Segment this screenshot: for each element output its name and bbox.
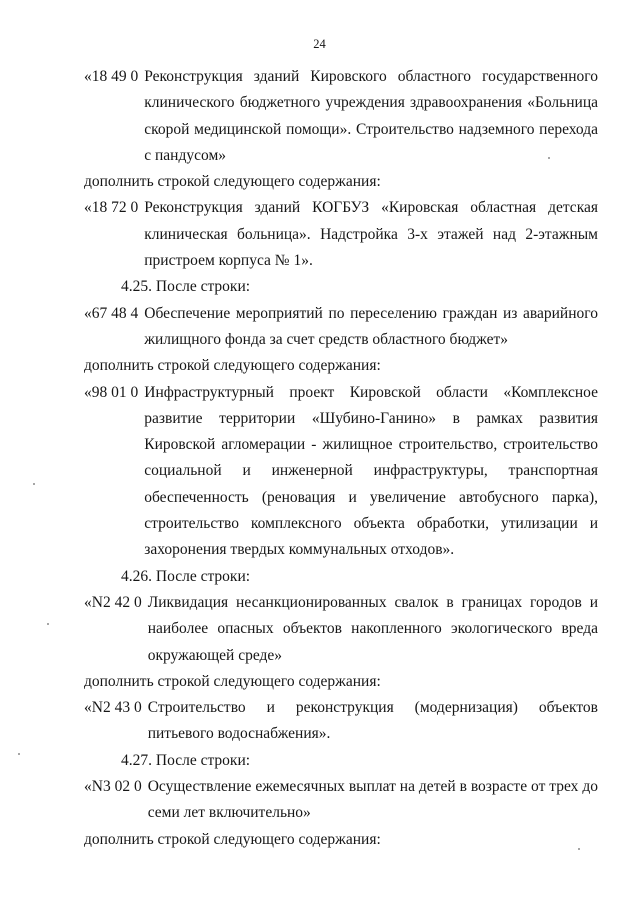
budget-code: «67 48 4 — [84, 304, 139, 322]
budget-code: «18 72 0 — [84, 199, 139, 217]
instruction-text: дополнить строкой следующего содержания: — [84, 173, 381, 191]
scan-speck — [47, 623, 49, 625]
instruction-text: дополнить строкой следующего содержания: — [84, 357, 381, 375]
budget-line-description: Осуществление ежемесячных выплат на детей в возрасте от трех до семи лет включительно» — [147, 778, 598, 822]
budget-line-entry — [84, 695, 598, 748]
instruction-text: дополнить строкой следующего содержания: — [84, 830, 381, 848]
page-number: 24 — [313, 37, 326, 51]
scan-speck — [33, 483, 35, 485]
budget-line-entry — [84, 301, 598, 354]
budget-code: «98 01 0 — [84, 383, 139, 401]
budget-line-description: Строительство и реконструкция (модернизация) объектов питьевого водоснабжения». — [147, 699, 598, 743]
budget-line-description: Реконструкция зданий КОГБУЗ «Кировская областная детская клиническая больница». Надстройка 3-х этажей над 2-этажным пристроем корпуса № 1». — [144, 199, 598, 270]
budget-line-entry — [84, 64, 598, 169]
section-heading: 4.27. После строки: — [121, 751, 251, 769]
budget-line-description: Инфраструктурный проект Кировской области «Комплексное развитие территории «Шубино-Ганино» в рамках развития Кировской агломерации - жилищное строительство, строительство социальной и инженерной инфраструктуры, транспортная обеспеченность (реновация и увеличение автобусного парка), строительство комплексного объекта обработки, утилизации и захоронения твердых коммунальных отходов». — [144, 383, 598, 559]
budget-line-description: Ликвидация несанкционированных свалок в границах городов и наиболее опасных объектов накопленного экологического вреда окружающей среде» — [147, 593, 598, 664]
budget-code: «18 49 0 — [84, 68, 139, 85]
budget-code: «N2 43 0 — [84, 699, 142, 717]
scan-speck — [548, 157, 550, 159]
budget-line-entry — [84, 774, 598, 827]
scan-speck — [18, 753, 20, 755]
budget-line-description: Обеспечение мероприятий по переселению граждан из аварийного жилищного фонда за счет средств областного бюджет» — [144, 304, 598, 348]
section-heading: 4.26. После строки: — [121, 567, 251, 585]
budget-line-description: Реконструкция зданий Кировского областного государственного клинического бюджетного учреждения здравоохранения «Больница скорой медицинской помощи». Строительство надземного перехода с пандусом» — [144, 68, 598, 164]
budget-line-entry — [84, 380, 598, 564]
instruction-text: дополнить строкой следующего содержания: — [84, 672, 381, 690]
scan-speck — [578, 848, 580, 850]
document-body — [84, 64, 598, 853]
budget-code: «N2 42 0 — [84, 593, 142, 611]
budget-line-entry — [84, 590, 598, 669]
section-heading: 4.25. После строки: — [121, 278, 251, 296]
budget-line-entry — [84, 195, 598, 274]
budget-code: «N3 02 0 — [84, 778, 142, 796]
